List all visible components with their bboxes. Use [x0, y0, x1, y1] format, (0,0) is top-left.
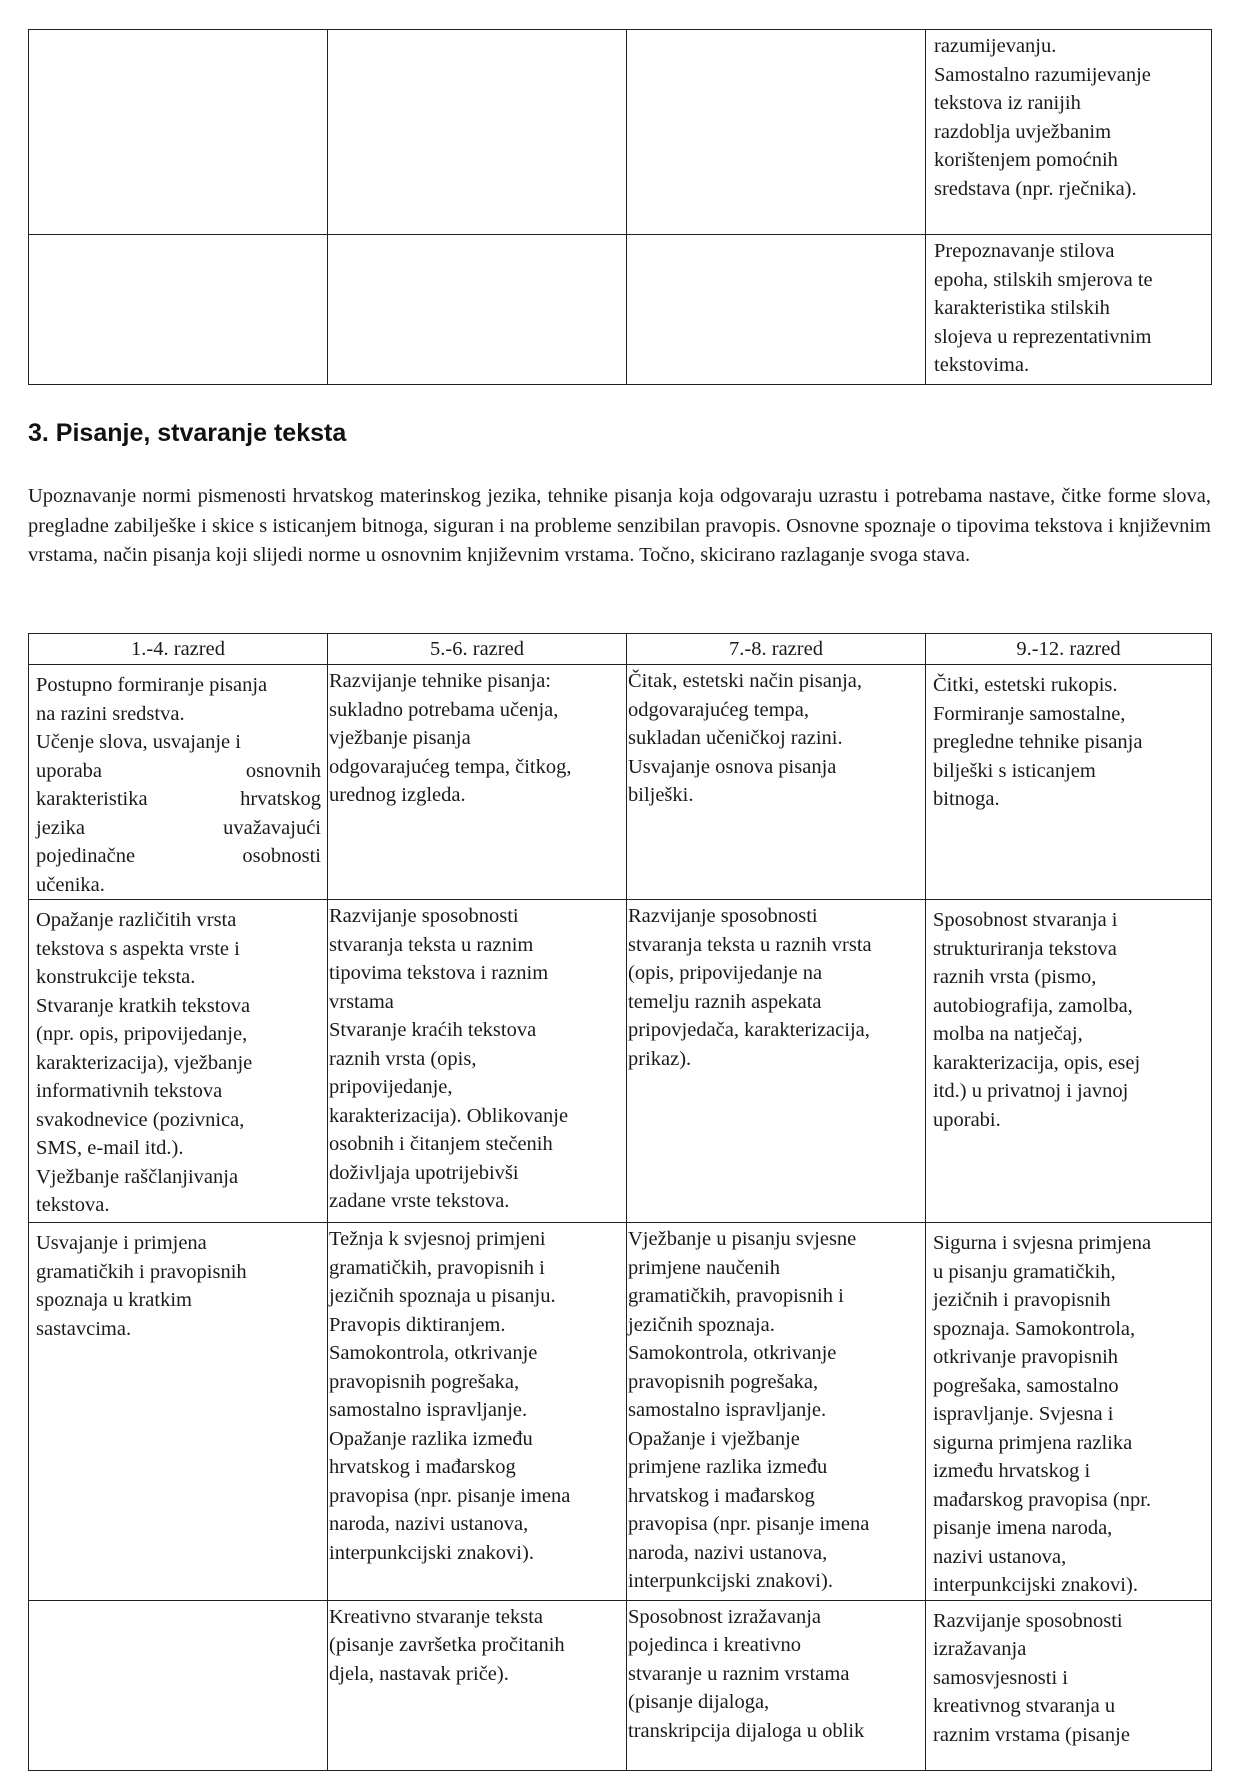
cell-line: Stvaranje kraćih tekstova	[329, 1019, 537, 1041]
cell-line: pojedinca i kreativno	[628, 1634, 802, 1656]
cell-line: svakodnevice (pozivnica,	[36, 1108, 245, 1131]
cell-line: gramatičkih i pravopisnih	[36, 1260, 247, 1283]
cell-line: Sigurna i svjesna primjena	[933, 1232, 1152, 1254]
table-row	[29, 1600, 1212, 1770]
cell-line: hrvatskog i mađarskog	[329, 1456, 516, 1478]
cell-line: razdoblja uvježbanim	[934, 120, 1112, 143]
cell-line: raznim vrstama (pisanje	[933, 1723, 1130, 1746]
column-header: 1.-4. razred	[29, 634, 328, 665]
cell-line: primjene naučenih	[628, 1256, 780, 1279]
table-row	[29, 1223, 1212, 1601]
cell-line: ispravljanje. Svjesna i	[933, 1403, 1114, 1425]
cell-line: nazivi ustanova,	[933, 1545, 1067, 1568]
cell-line: raznih vrsta (pismo,	[933, 966, 1097, 988]
cell-line: pogrešaka, samostalno	[933, 1374, 1119, 1397]
cell-line: izražavanja	[933, 1638, 1027, 1660]
table-row	[29, 235, 1212, 385]
table-cell	[627, 1600, 926, 1770]
cell-line: Čitki, estetski rukopis.	[933, 674, 1118, 696]
table-cell	[29, 1223, 328, 1601]
cell-line: uporabi.	[933, 1108, 1001, 1131]
cell-line: Razvijanje sposobnosti	[329, 905, 519, 927]
cell-line: sigurna primjena razlika	[933, 1431, 1133, 1454]
table-cell	[627, 1223, 926, 1601]
cell-line: razumijevanju.	[934, 35, 1057, 57]
cell-line: Stvaranje kratkih tekstova	[36, 994, 251, 1017]
table-cell	[29, 235, 328, 385]
table-cell	[627, 665, 926, 900]
cell-line: Opažanje različitih vrsta	[36, 909, 237, 931]
cell-line: primjene razlika između	[628, 1456, 828, 1478]
cell-line: uporaba osnovnih	[36, 759, 321, 782]
cell-line: sastavcima.	[36, 1317, 132, 1340]
cell-line: samosvjesnosti i	[933, 1666, 1068, 1689]
cell-line: Sposobnost stvaranja i	[933, 909, 1118, 931]
cell-line: vrstama	[329, 990, 394, 1013]
cell-line: osobnih i čitanjem stečenih	[329, 1133, 553, 1155]
cell-line: naroda, nazivi ustanova,	[329, 1513, 529, 1535]
cell-line: hrvatskog i mađarskog	[628, 1484, 815, 1507]
cell-line: Sposobnost izražavanja	[628, 1605, 821, 1628]
section-intro: Upoznavanje normi pismenosti hrvatskog materinskog jezika, tehnike pisanja koja odgovaraju uzrastu i potrebama nastave, čitke forme slova, pregladne zabilješke i skice s isticanjem bitnoga, siguran i na probleme senzibilan pravopis. Osnovne spoznaje o tipovima tekstova i književnim vrstama, način pisanja koji slijedi norme u osnovnim književnim vrstama. Točno, skicirano razlaganje svoga stava.	[28, 485, 1211, 566]
cell-line: interpunkcijski znakovi).	[329, 1541, 534, 1564]
continuation-table	[28, 29, 1212, 385]
cell-line: sukladan učeničkoj razini.	[628, 727, 843, 749]
cell-line: gramatičkih, pravopisnih i	[628, 1285, 844, 1307]
cell-line: sukladno potrebama učenja,	[329, 698, 559, 721]
cell-line: djela, nastavak priče).	[329, 1662, 509, 1685]
cell-line: Prepoznavanje stilova	[934, 240, 1115, 262]
column-header: 5.-6. razred	[328, 634, 627, 665]
table-cell	[627, 235, 926, 385]
table-cell	[926, 30, 1212, 235]
cell-line: tekstova.	[36, 1194, 110, 1216]
cell-line: Usvajanje osnova pisanja	[628, 755, 837, 778]
cell-line: stvaranja teksta u raznih vrsta	[628, 933, 872, 956]
table-cell	[29, 900, 328, 1223]
cell-line: karakterizacija). Oblikovanje	[329, 1104, 569, 1127]
cell-line: Samokontrola, otkrivanje	[329, 1342, 538, 1364]
cell-line: jezičnih i pravopisnih	[933, 1289, 1111, 1311]
cell-line: između hrvatskog i	[933, 1460, 1091, 1482]
cell-line: stvaranja teksta u raznim	[329, 933, 534, 956]
cell-line: odgovarajućeg tempa, čitkog,	[329, 755, 572, 778]
section-heading: 3. Pisanje, stvaranje teksta	[28, 419, 347, 447]
table-row	[29, 30, 1212, 235]
column-header: 9.-12. razred	[926, 634, 1212, 665]
table-cell	[926, 900, 1212, 1223]
cell-line: pripovjedača, karakterizacija,	[628, 1019, 870, 1041]
cell-line: Formiranje samostalne,	[933, 702, 1126, 725]
column-header: 7.-8. razred	[627, 634, 926, 665]
cell-line: pravopisnih pogrešaka,	[329, 1370, 520, 1393]
table-cell	[926, 1600, 1212, 1770]
cell-line: Čitak, estetski način pisanja,	[628, 670, 862, 692]
cell-line: korištenjem pomoćnih	[934, 149, 1118, 171]
cell-line: raznih vrsta (opis,	[329, 1047, 477, 1070]
cell-line: spoznaja u kratkim	[36, 1289, 192, 1311]
cell-line: (pisanje završetka pročitanih	[329, 1634, 565, 1656]
cell-line: epoha, stilskih smjerova te	[934, 268, 1153, 291]
cell-line: jezičnih spoznaja u pisanju.	[329, 1285, 556, 1307]
cell-line: Vježbanje raščlanjivanja	[36, 1165, 239, 1188]
cell-line: pravopisnih pogrešaka,	[628, 1370, 819, 1393]
cell-line: karakteristika hrvatskog	[36, 788, 321, 810]
cell-line: interpunkcijski znakovi).	[933, 1574, 1138, 1596]
cell-line: itd.) u privatnoj i javnoj	[933, 1080, 1129, 1102]
table-cell	[29, 30, 328, 235]
cell-line: sredstava (npr. rječnika).	[934, 177, 1137, 200]
cell-line: tekstova iz ranijih	[934, 92, 1081, 114]
cell-line: karakterizacija, opis, esej	[933, 1051, 1141, 1074]
curriculum-table	[28, 633, 1212, 1771]
cell-line: karakteristika stilskih	[934, 297, 1110, 319]
cell-line: Postupno formiranje pisanja	[36, 674, 268, 696]
cell-line: Pravopis diktiranjem.	[329, 1313, 506, 1336]
cell-line: Samokontrola, otkrivanje	[628, 1342, 837, 1364]
cell-line: bitnoga.	[933, 788, 1000, 810]
table-cell	[328, 1600, 627, 1770]
cell-line: Razvijanje sposobnosti	[628, 905, 818, 927]
cell-line: kreativnog stvaranja u	[933, 1695, 1116, 1717]
cell-line: Razvijanje sposobnosti	[933, 1609, 1123, 1632]
cell-line: mađarskog pravopisa (npr.	[933, 1488, 1152, 1511]
cell-line: tipovima tekstova i raznim	[329, 962, 549, 984]
cell-line: samostalno ispravljanje.	[329, 1399, 528, 1421]
table-cell	[29, 1600, 328, 1770]
cell-line: gramatičkih, pravopisnih i	[329, 1256, 545, 1279]
cell-line: Kreativno stvaranje teksta	[329, 1605, 544, 1628]
cell-line: (pisanje dijaloga,	[628, 1691, 770, 1713]
table-cell	[328, 235, 627, 385]
cell-line: stvaranje u raznim vrstama	[628, 1662, 850, 1685]
cell-line: temelju raznih aspekata	[628, 990, 822, 1013]
table-row	[29, 665, 1212, 900]
cell-line: (npr. opis, pripovijedanje,	[36, 1023, 248, 1045]
cell-line: jezika uvažavajući	[36, 816, 321, 839]
cell-line: učenika.	[36, 873, 105, 896]
table-cell	[627, 30, 926, 235]
cell-line: u pisanju gramatičkih,	[933, 1260, 1116, 1283]
cell-line: jezičnih spoznaja.	[628, 1313, 775, 1336]
cell-line: pravopisa (npr. pisanje imena	[329, 1484, 571, 1507]
cell-line: tekstova s aspekta vrste i	[36, 937, 240, 960]
cell-line: na razini sredstva.	[36, 702, 185, 725]
cell-line: Opažanje i vježbanje	[628, 1427, 800, 1450]
table-row	[29, 900, 1212, 1223]
table-cell	[328, 1223, 627, 1601]
table-cell	[328, 900, 627, 1223]
cell-line: pisanje imena naroda,	[933, 1517, 1113, 1539]
cell-line: spoznaja. Samokontrola,	[933, 1317, 1136, 1340]
table-header-row	[29, 634, 1212, 665]
cell-line: (opis, pripovijedanje na	[628, 962, 823, 984]
cell-line: samostalno ispravljanje.	[628, 1399, 827, 1421]
cell-line: autobiografija, zamolba,	[933, 994, 1133, 1017]
cell-line: strukturiranja tekstova	[933, 937, 1117, 960]
table-cell	[627, 900, 926, 1223]
cell-line: pojedinačne osobnosti	[36, 845, 321, 867]
table-cell	[926, 1223, 1212, 1601]
table-cell	[328, 30, 627, 235]
cell-line: urednog izgleda.	[329, 784, 466, 806]
cell-line: Usvajanje i primjena	[36, 1232, 207, 1254]
cell-line: tekstovima.	[934, 354, 1030, 376]
cell-line: bilješki.	[628, 784, 694, 806]
cell-line: bilješki s isticanjem	[933, 759, 1096, 782]
table-cell	[29, 665, 328, 900]
cell-line: otkrivanje pravopisnih	[933, 1346, 1119, 1368]
cell-line: molba na natječaj,	[933, 1023, 1083, 1045]
cell-line: prikaz).	[628, 1047, 692, 1070]
cell-line: Samostalno razumijevanje	[934, 63, 1151, 86]
table-cell	[926, 235, 1212, 385]
cell-line: transkripcija dijaloga u oblik	[628, 1719, 865, 1742]
cell-line: SMS, e-mail itd.).	[36, 1137, 184, 1159]
cell-line: pripovijedanje,	[329, 1076, 453, 1098]
cell-line: doživljaja upotrijebivši	[329, 1161, 519, 1184]
cell-line: Težnja k svjesnoj primjeni	[329, 1228, 546, 1250]
cell-line: pravopisa (npr. pisanje imena	[628, 1513, 870, 1535]
cell-line: zadane vrste tekstova.	[329, 1190, 510, 1212]
cell-line: odgovarajućeg tempa,	[628, 698, 810, 721]
table-cell	[926, 665, 1212, 900]
cell-line: karakterizacija), vježbanje	[36, 1051, 253, 1074]
cell-line: Opažanje razlika između	[329, 1427, 533, 1450]
table-cell	[328, 665, 627, 900]
cell-line: slojeva u reprezentativnim	[934, 325, 1152, 348]
cell-line: Razvijanje tehnike pisanja:	[329, 670, 552, 692]
cell-line: naroda, nazivi ustanova,	[628, 1541, 828, 1564]
cell-line: pregledne tehnike pisanja	[933, 731, 1143, 753]
cell-line: konstrukcije teksta.	[36, 966, 196, 988]
cell-line: interpunkcijski znakovi).	[628, 1570, 833, 1592]
cell-line: informativnih tekstova	[36, 1080, 223, 1102]
cell-line: Učenje slova, usvajanje i	[36, 731, 241, 753]
cell-line: vježbanje pisanja	[329, 727, 471, 749]
cell-line: Vježbanje u pisanju svjesne	[628, 1228, 857, 1250]
